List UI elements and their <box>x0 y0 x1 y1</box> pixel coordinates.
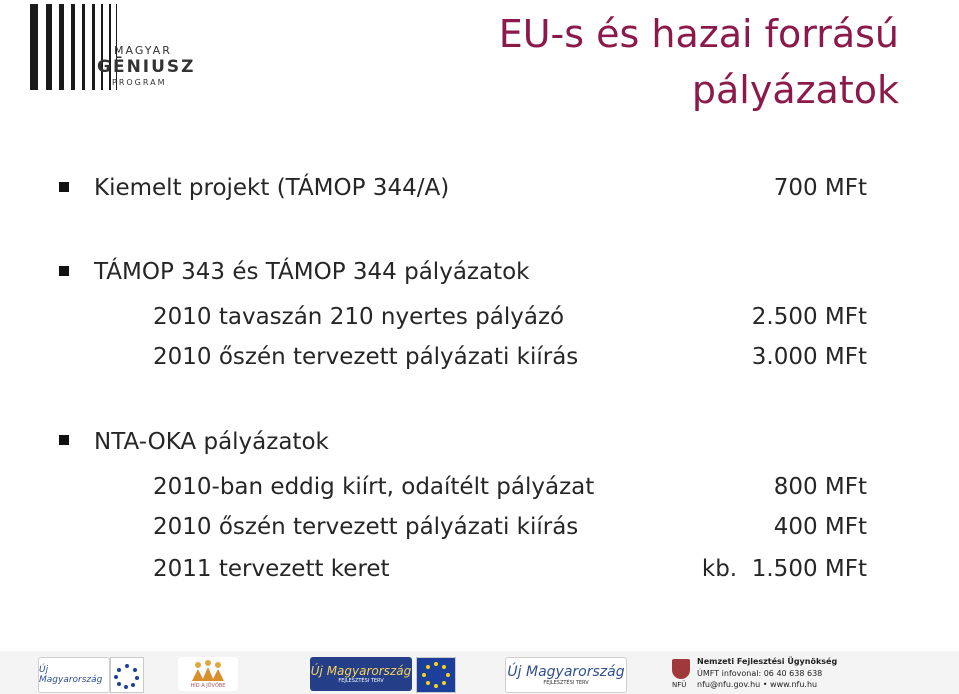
nfu-web-line: nfu@nfu.gov.hu • www.nfu.hu <box>697 680 818 689</box>
sub-item-amount: kb. 1.500 MFt <box>701 556 867 582</box>
fejlesztesi-terv-text: FEJLESZTÉSI TERV <box>543 680 589 686</box>
uj-magyarorszag-text: Új Magyarország <box>39 665 103 685</box>
sub-item-amount: 800 MFt <box>773 474 867 500</box>
uj-magyarorszag-text: Új Magyarország <box>310 664 412 678</box>
logo-bar <box>71 4 75 90</box>
item-heading: TÁMOP 343 és TÁMOP 344 pályázatok <box>94 259 530 285</box>
logo-bar <box>101 4 103 90</box>
uj-magyarorszag-blue-logo <box>310 657 412 691</box>
logo-bar <box>30 4 38 90</box>
item-heading: NTA-OKA pályázatok <box>94 429 329 455</box>
logo-bar <box>92 4 95 90</box>
sub-item-label: 2010 őszén tervezett pályázati kiírás <box>153 514 579 540</box>
sub-item-label: 2010-ban eddig kiírt, odaítélt pályázat <box>153 474 595 500</box>
nfu-abbr: NFÜ <box>672 681 687 689</box>
nfu-crest-icon <box>672 659 690 679</box>
logo-text-geniusz: GĒNIUSZ <box>97 57 196 77</box>
sub-item-amount: 2.500 MFt <box>751 304 867 330</box>
uj-magyarorszag-logo <box>38 657 110 693</box>
logo-bar <box>59 4 64 90</box>
slide-title-line1: EU-s és hazai forrású <box>498 12 899 56</box>
logo-bar <box>82 4 85 90</box>
sub-item-label: 2010 őszén tervezett pályázati kiírás <box>153 344 579 370</box>
sub-item-amount: 3.000 MFt <box>751 344 867 370</box>
slide-title-line2: pályázatok <box>691 68 899 112</box>
hid-a-jovobe-text: HÍD A JÖVŐBE <box>190 683 226 689</box>
sub-item-label: 2010 tavaszán 210 nyertes pályázó <box>153 304 565 330</box>
uj-magyarorszag-text: Új Magyarország <box>507 664 625 680</box>
logo-text-magyar: MAGYAR <box>114 44 172 57</box>
eu-flag-icon <box>416 657 456 693</box>
bullet-icon <box>59 182 69 192</box>
nfu-info-line: ÚMFT infovonal: 06 40 638 638 <box>697 669 823 678</box>
fejlesztesi-terv-text: FEJLESZTÉSI TERV <box>338 678 384 684</box>
logo-bar <box>109 4 111 90</box>
sub-item-label: 2011 tervezett keret <box>153 556 390 582</box>
slide-title <box>499 6 899 118</box>
uj-magyarorszag-large-logo <box>505 657 627 693</box>
nfu-name: Nemzeti Fejlesztési Ügynökség <box>697 657 838 666</box>
bullet-icon <box>59 435 69 445</box>
eu-flag-icon <box>110 657 144 693</box>
item-amount: 700 MFt <box>773 175 867 201</box>
logo-text-program: PROGRAM <box>112 78 167 87</box>
footer-logo-strip <box>0 651 959 694</box>
logo-bar <box>46 4 52 90</box>
sub-item-amount: 400 MFt <box>773 514 867 540</box>
people-icon <box>188 659 228 683</box>
item-heading: Kiemelt projekt (TÁMOP 344/A) <box>94 175 450 201</box>
bullet-icon <box>59 266 69 276</box>
hid-a-jovobe-logo <box>178 657 238 691</box>
